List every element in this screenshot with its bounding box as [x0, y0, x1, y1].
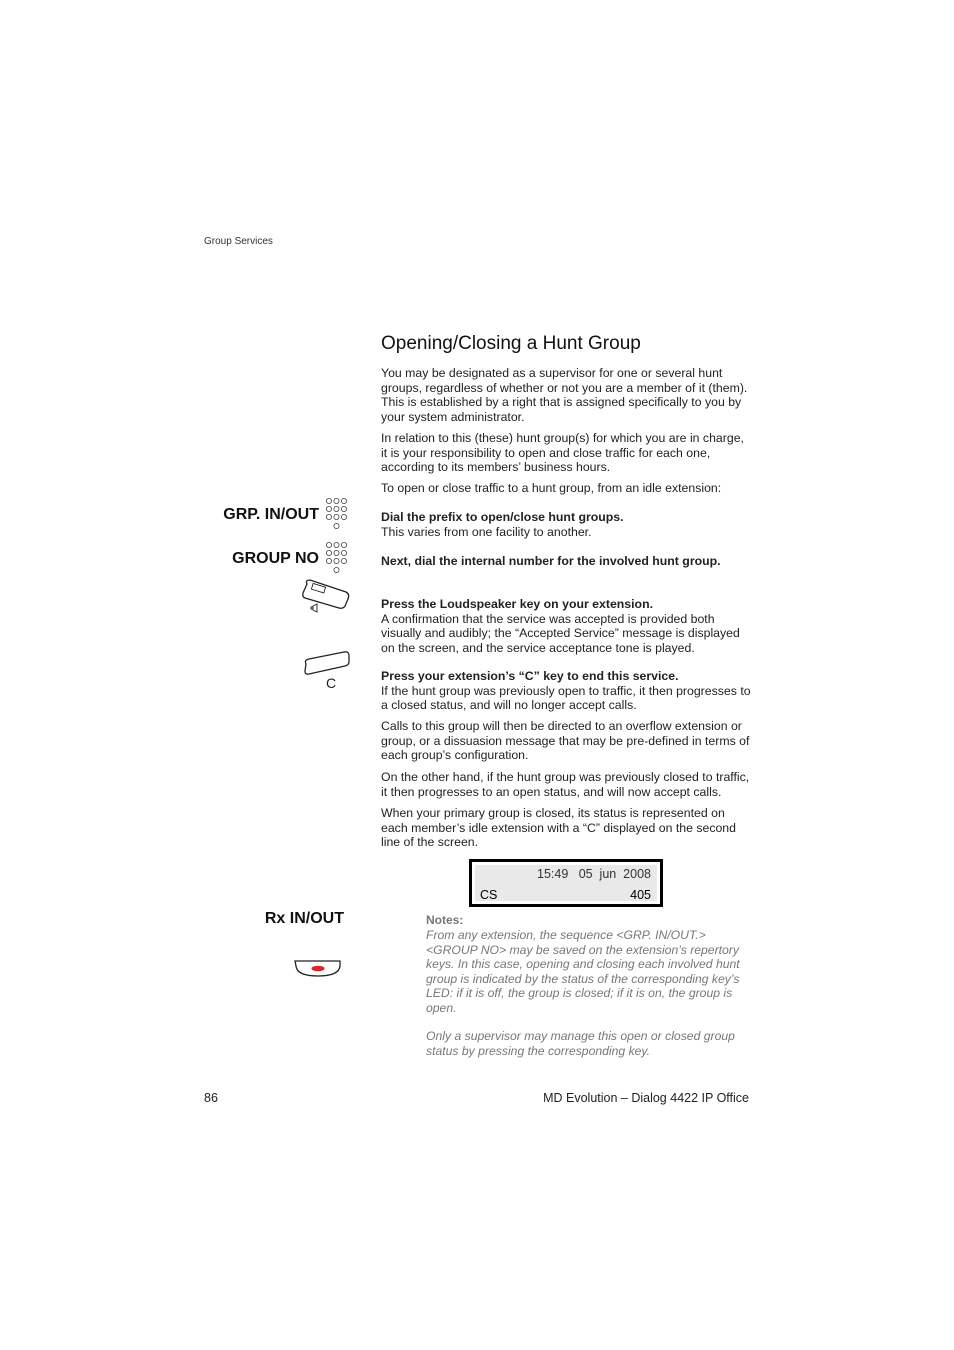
page-number: 86: [204, 1091, 218, 1105]
loudspeaker-key-icon: [300, 576, 352, 616]
notes-paragraph-2: Only a supervisor may manage this open or closed group status by pressing the corresponding key.: [426, 1029, 735, 1058]
phone-display: [469, 859, 663, 907]
step-grp-title: Dial the prefix to open/close hunt groups.: [381, 510, 624, 524]
keypad-icon: [325, 541, 349, 579]
c-key-label: C: [326, 675, 337, 691]
step-grp-text: [381, 510, 753, 539]
display-datetime: [537, 867, 651, 881]
intro-paragraph-3: To open or close traffic to a hunt group, from an idle extension:: [381, 481, 722, 495]
body-paragraph-2: On the other hand, if the hunt group was previously closed to traffic, it then progresses to an open status, and will now accept calls.: [381, 770, 750, 799]
display-time: 15:49: [537, 867, 569, 881]
step-grp-detail: This varies from one facility to another.: [381, 524, 592, 539]
group-no-label: GROUP NO: [232, 550, 319, 567]
step-groupno-text: [381, 554, 753, 569]
notes-heading: Notes:: [426, 913, 464, 927]
step-speaker-text: [381, 597, 753, 655]
led-key-icon: [293, 958, 343, 980]
rx-in-out-label: Rx IN/OUT: [264, 910, 344, 927]
display-status: CS: [480, 888, 498, 902]
step-c-detail: If the hunt group was previously open to traffic, it then progresses to a closed status, and will no longer accept calls.: [381, 683, 751, 713]
page-title: Opening/Closing a Hunt Group: [381, 333, 641, 354]
notes-paragraph-1: From any extension, the sequence <GRP. IN/OUT.> <GROUP NO> may be saved on the extension’s repertory keys. In this case, opening and closing each involved hunt group is indicated by the status of the corresponding key’s LED: if it is off, the group is closed; if it is on, the group is open.: [426, 928, 740, 1015]
footer-product: MD Evolution – Dialog 4422 IP Office: [543, 1091, 749, 1105]
display-screen: [475, 865, 657, 901]
step-speaker-title: Press the Loudspeaker key on your extension.: [381, 597, 653, 611]
section-header: Group Services: [204, 236, 273, 247]
step-c-title: Press your extension’s “C” key to end this service.: [381, 669, 679, 683]
body-paragraph-3: When your primary group is closed, its status is represented on each member’s idle extension with a “C” displayed on the second line of the screen.: [381, 806, 736, 850]
intro-paragraph-1: You may be designated as a supervisor for one or several hunt groups, regardless of whether or not you are a member of it (them). This is established by a right that is assigned specifically to you by your system administrator.: [381, 366, 748, 424]
body-paragraph-1: Calls to this group will then be directed to an overflow extension or group, or a dissuasion message that may be pre-defined in terms of each group’s configuration.: [381, 719, 750, 763]
display-extension: 405: [630, 888, 651, 902]
grp-in-out-label: GRP. IN/OUT: [223, 506, 319, 523]
keypad-icon: [325, 497, 349, 535]
step-groupno-title: Next, dial the internal number for the involved hunt group.: [381, 554, 721, 568]
display-date: 05 jun 2008: [578, 867, 651, 881]
step-speaker-detail: A confirmation that the service was accepted is provided both visually and audibly; the “Accepted Service” message is displayed on the screen, and the service acceptance tone is played.: [381, 611, 740, 655]
step-c-text: [381, 669, 753, 713]
intro-paragraph-2: In relation to this (these) hunt group(s) for which you are in charge, it is your responsibility to open and close traffic for each one, according to its members’ business hours.: [381, 431, 744, 475]
